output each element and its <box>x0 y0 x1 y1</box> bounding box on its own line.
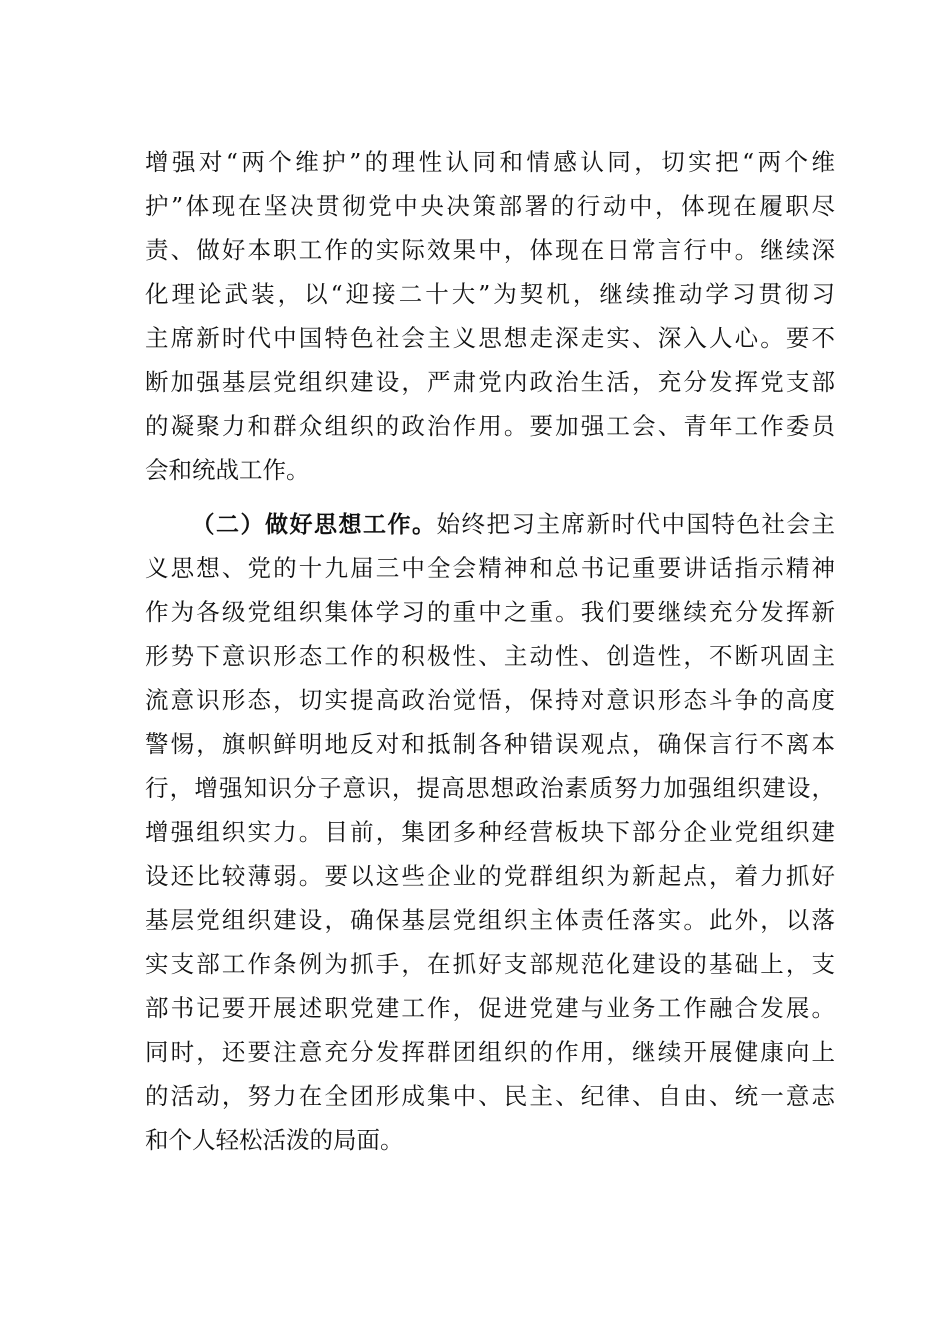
paragraph-line: 增强组织实力。目前，集团多种经营板块下部分企业党组织建 <box>145 818 835 846</box>
paragraph-line: 化理论武装，以“迎接二十大”为契机，继续推动学习贯彻习 <box>145 280 835 308</box>
paragraph-line: 责、做好本职工作的实际效果中，体现在日常言行中。继续深 <box>145 236 835 264</box>
paragraph-line: 和个人轻松活泼的局面。 <box>145 1126 404 1154</box>
paragraph-line-rest: 始终把习主席新时代中国特色社会主 <box>436 510 835 538</box>
paragraph-line: 流意识形态，切实提高政治觉悟，保持对意识形态斗争的高度 <box>145 686 835 714</box>
paragraph-line: 主席新时代中国特色社会主义思想走深走实、深入人心。要不 <box>145 324 835 352</box>
paragraph-line: 会和统战工作。 <box>145 456 310 484</box>
paragraph-line: 增强对“两个维护”的理性认同和情感认同，切实把“两个维 <box>145 148 835 176</box>
paragraph-line: 实支部工作条例为抓手，在抓好支部规范化建设的基础上，支 <box>145 950 835 978</box>
section-heading: （二）做好思想工作。 <box>190 512 437 538</box>
paragraph-line: 护”体现在坚决贯彻党中央决策部署的行动中，体现在履职尽 <box>145 192 835 220</box>
paragraph-line: 形势下意识形态工作的积极性、主动性、创造性，不断巩固主 <box>145 642 835 670</box>
paragraph-line: 断加强基层党组织建设，严肃党内政治生活，充分发挥党支部 <box>145 368 835 396</box>
paragraph-line: 同时，还要注意充分发挥群团组织的作用，继续开展健康向上 <box>145 1038 835 1066</box>
paragraph-line: 基层党组织建设，确保基层党组织主体责任落实。此外，以落 <box>145 906 835 934</box>
paragraph-first-line <box>145 502 835 546</box>
paragraph-line: 行，增强知识分子意识，提高思想政治素质努力加强组织建设， <box>145 774 835 802</box>
paragraph-line: 作为各级党组织集体学习的重中之重。我们要继续充分发挥新 <box>145 598 835 626</box>
paragraph-line: 义思想、党的十九届三中全会精神和总书记重要讲话指示精神 <box>145 554 835 582</box>
paragraph-line: 的活动，努力在全团形成集中、民主、纪律、自由、统一意志 <box>145 1082 835 1110</box>
paragraph-line: 警惕，旗帜鲜明地反对和抵制各种错误观点，确保言行不离本 <box>145 730 835 758</box>
paragraph-line: 部书记要开展述职党建工作，促进党建与业务工作融合发展。 <box>145 994 835 1022</box>
paragraph-line: 的凝聚力和群众组织的政治作用。要加强工会、青年工作委员 <box>145 412 835 440</box>
paragraph-line: 设还比较薄弱。要以这些企业的党群组织为新起点，着力抓好 <box>145 862 835 890</box>
